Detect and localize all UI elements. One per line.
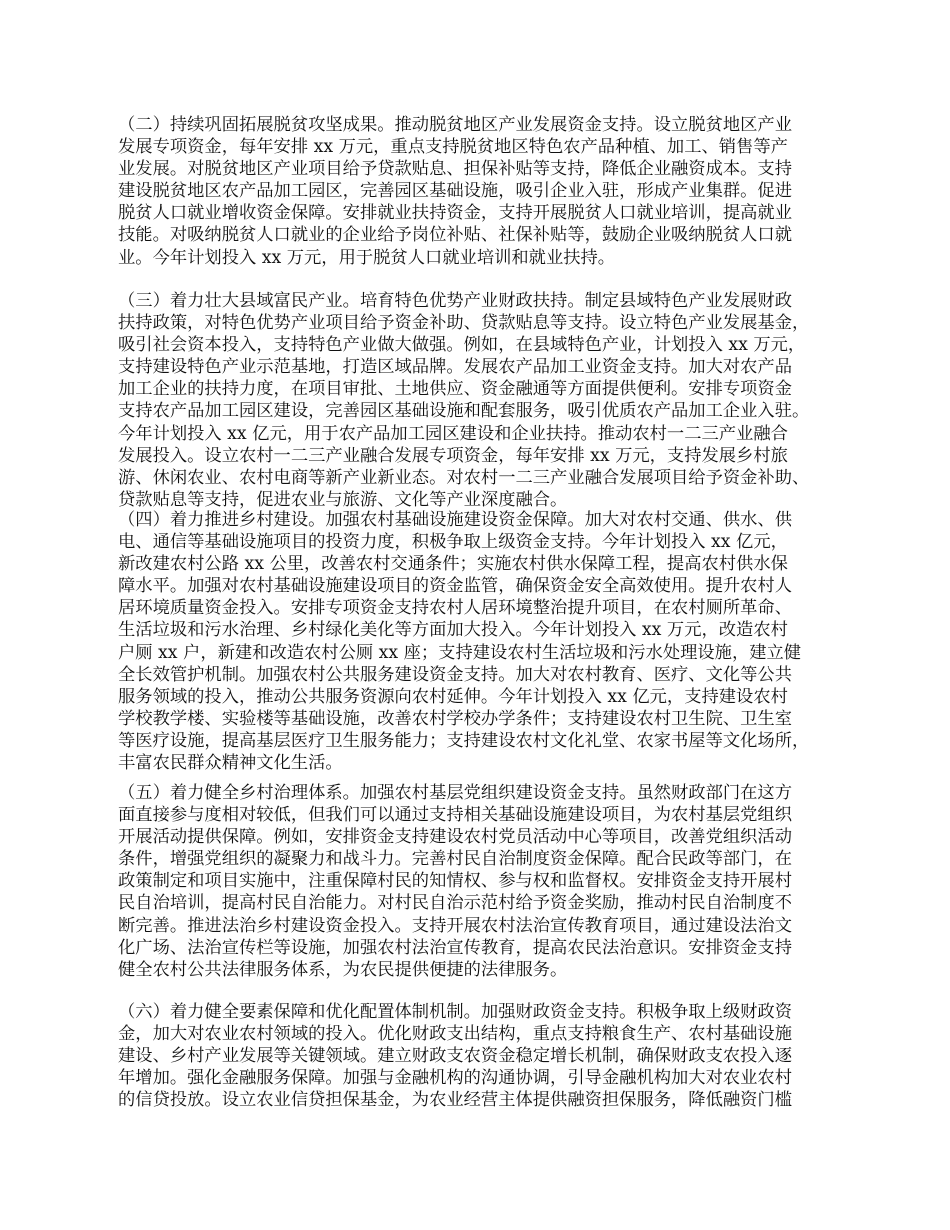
text-line: 政策制定和项目实施中，注重保障村民的知情权、参与权和监督权。安排资金支持开展村 xyxy=(118,871,792,892)
text-line: 的信贷投放。设立农业信贷担保基金，为农业经营主体提供融资担保服务，降低融资门槛 xyxy=(118,1090,792,1111)
text-line: （二）持续巩固拓展脱贫攻坚成果。推动脱贫地区产业发展资金支持。设立脱贫地区产业 xyxy=(118,115,792,135)
text-line: 健全农村公共法律服务体系，为农民提供便捷的法律服务。 xyxy=(118,959,568,980)
text-line: 民自治培训，提高村民自治能力。对村民自治示范村给予资金奖励，推动村民自治制度不 xyxy=(118,893,792,914)
text-line: （六）着力健全要素保障和优化配置体制机制。加强财政资金支持。积极争取上级财政资 xyxy=(118,1002,792,1022)
text-line: （三）着力壮大县域富民产业。培育特色优势产业财政扶持。制定县域特色产业发展财政 xyxy=(118,291,792,311)
text-line: 电、通信等基础设施项目的投资力度，积极争取上级资金支持。今年计划投入 xx 亿元， xyxy=(118,532,788,553)
text-line: 游、休闲农业、农村电商等新产业新业态。对农村一二三产业融合发展项目给予资金补助、 xyxy=(118,467,810,488)
text-line: 支持建设特色产业示范基地，打造区域品牌。发展农产品加工业资金支持。加大对农产品 xyxy=(118,357,792,378)
paragraph xyxy=(118,114,848,269)
text-line: 化广场、法治宣传栏等设施，加强农村法治宣传教育，提高农民法治意识。安排资金支持 xyxy=(118,937,792,958)
text-line: 户厕 xx 户，新建和改造农村公厕 xx 座；支持建设农村生活垃圾和污水处理设施，建立健 xyxy=(118,642,802,663)
text-line: 居环境质量资金投入。安排专项资金支持农村人居环境整治提升项目，在农村厕所革命、 xyxy=(118,598,792,619)
text-line: 加工企业的扶持力度，在项目审批、土地供应、资金融通等方面提供便利。安排专项资金 xyxy=(118,379,792,400)
text-line: 支持农产品加工园区建设，完善园区基础设施和配套服务，吸引优质农产品加工企业入驻。 xyxy=(118,401,810,422)
text-line: 技能。对吸纳脱贫人口就业的企业给予岗位补贴、社保补贴等，鼓励企业吸纳脱贫人口就 xyxy=(118,225,792,246)
text-line: 贷款贴息等支持，促进农业与旅游、文化等产业深度融合。 xyxy=(118,489,568,510)
text-line: 金，加大对农业农村领域的投入。优化财政支出结构，重点支持粮食生产、农村基础设施 xyxy=(118,1024,792,1045)
text-line: 脱贫人口就业增收资金保障。安排就业扶持资金，支持开展脱贫人口就业培训，提高就业 xyxy=(118,203,792,224)
text-line: 生活垃圾和污水治理、乡村绿化美化等方面加大投入。今年计划投入 xx 万元，改造农村 xyxy=(118,620,788,641)
text-line: 扶持政策，对特色优势产业项目给予资金补助、贷款贴息等支持。设立特色产业发展基金， xyxy=(118,313,810,334)
text-line: 丰富农民群众精神文化生活。 xyxy=(118,753,343,774)
text-line: 发展专项资金，每年安排 xx 万元，重点支持脱贫地区特色农产品种植、加工、销售等产 xyxy=(118,137,788,158)
text-line: 业。今年计划投入 xx 万元，用于脱贫人口就业培训和就业扶持。 xyxy=(118,247,616,268)
text-line: 今年计划投入 xx 亿元，用于农产品加工园区建设和企业扶持。推动农村一二三产业融合 xyxy=(118,423,788,444)
text-line: 开展活动提供保障。例如，安排资金支持建设农村党员活动中心等项目，改善党组织活动 xyxy=(118,827,792,848)
text-line: 新改建农村公路 xx 公里，改善农村交通条件；实施农村供水保障工程，提高农村供水保 xyxy=(118,554,788,575)
paragraph xyxy=(118,1001,848,1111)
text-line: 建设、乡村产业发展等关键领域。建立财政支农资金稳定增长机制，确保财政支农投入逐 xyxy=(118,1046,792,1067)
text-line: 吸引社会资本投入，支持特色产业做大做强。例如，在县域特色产业，计划投入 xx 万元， xyxy=(118,335,806,356)
paragraph xyxy=(118,782,848,981)
text-line: 业发展。对脱贫地区产业项目给予贷款贴息、担保补贴等支持，降低企业融资成本。支持 xyxy=(118,159,792,180)
paragraph xyxy=(118,290,848,511)
text-line: 障水平。加强对农村基础设施建设项目的资金监管，确保资金安全高效使用。提升农村人 xyxy=(118,576,792,597)
text-line: 服务领域的投入，推动公共服务资源向农村延伸。今年计划投入 xx 亿元，支持建设农村 xyxy=(118,686,788,707)
text-line: 条件，增强党组织的凝聚力和战斗力。完善村民自治制度资金保障。配合民政等部门，在 xyxy=(118,849,792,870)
text-line: （四）着力推进乡村建设。加强农村基础设施建设资金保障。加大对农村交通、供水、供 xyxy=(118,510,792,530)
text-line: 断完善。推进法治乡村建设资金投入。支持开展农村法治宣传教育项目，通过建设法治文 xyxy=(118,915,792,936)
text-line: 建设脱贫地区农产品加工园区，完善园区基础设施，吸引企业入驻，形成产业集群。促进 xyxy=(118,181,792,202)
text-line: 全长效管护机制。加强农村公共服务建设资金支持。加大对农村教育、医疗、文化等公共 xyxy=(118,664,792,685)
text-line: 面直接参与度相对较低，但我们可以通过支持相关基础设施建设项目，为农村基层党组织 xyxy=(118,805,792,826)
paragraph xyxy=(118,509,848,774)
text-line: 学校教学楼、实验楼等基础设施，改善农村学校办学条件；支持建设农村卫生院、卫生室 xyxy=(118,708,792,729)
text-line: 年增加。强化金融服务保障。加强与金融机构的沟通协调，引导金融机构加大对农业农村 xyxy=(118,1068,792,1089)
text-line: 发展投入。设立农村一二三产业融合发展专项资金，每年安排 xx 万元，支持发展乡村旅 xyxy=(118,445,788,466)
text-line: （五）着力健全乡村治理体系。加强农村基层党组织建设资金支持。虽然财政部门在这方 xyxy=(118,783,792,803)
text-line: 等医疗设施，提高基层医疗卫生服务能力；支持建设农村文化礼堂、农家书屋等文化场所， xyxy=(118,730,810,751)
